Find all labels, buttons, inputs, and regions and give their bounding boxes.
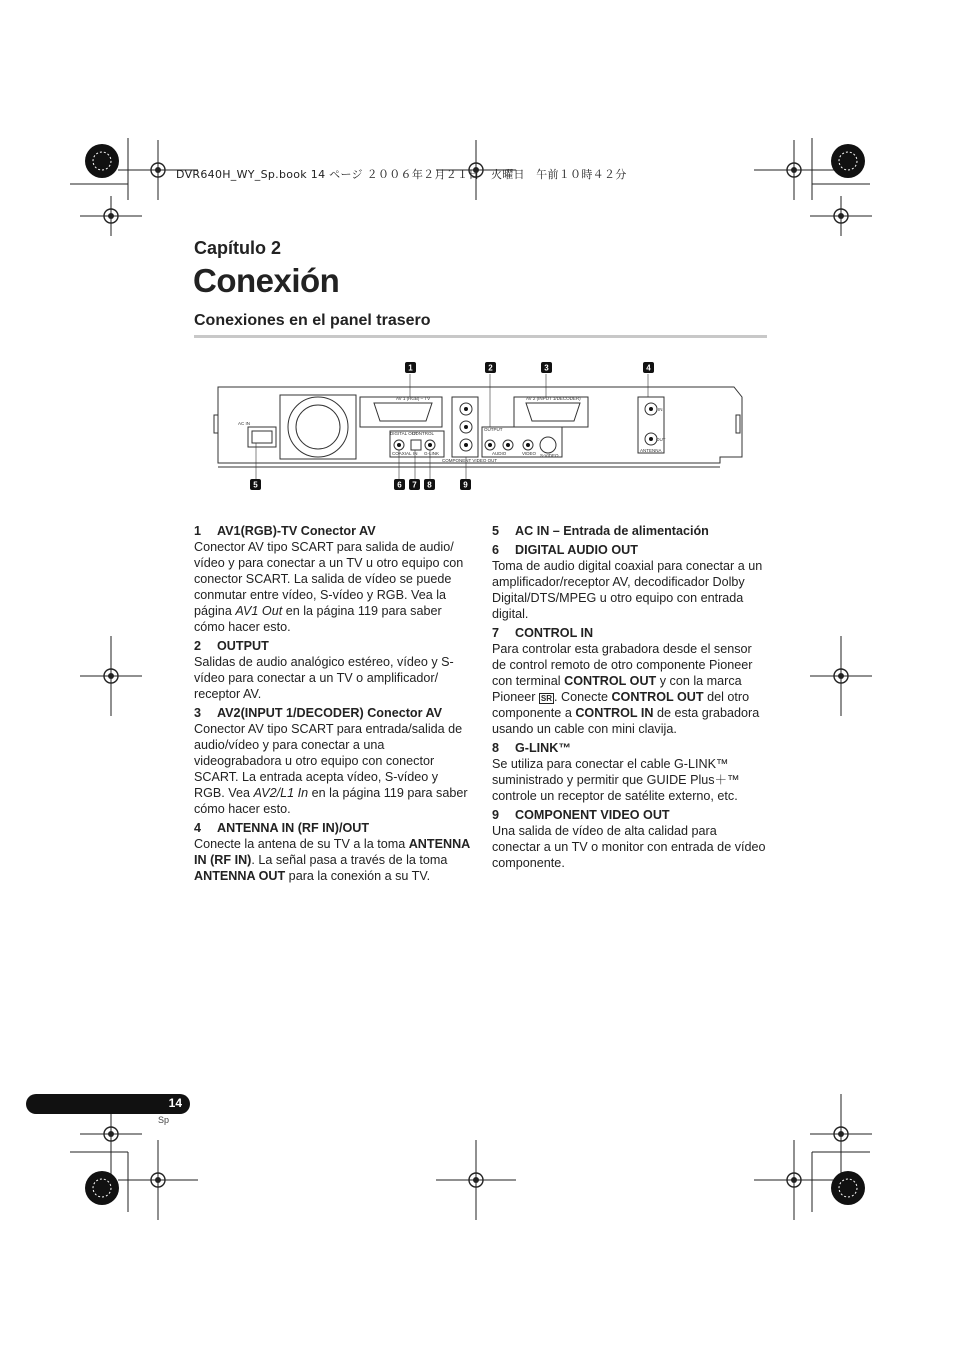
item-av2: 3 AV2(INPUT 1/DECODER) Conector AV Conector AV tipo SCART para entrada/salida de audio/vídeo y para conectar a una videograbadora u otro equipo con conector SCART. La entrada acepta vídeo, S-vídeo y RGB. Vea AV2/L1 In en la página 119 para saber cómo hacer esto. bbox=[194, 706, 468, 816]
left-column bbox=[194, 523, 470, 887]
label-video: VIDEO bbox=[522, 451, 537, 456]
chapter-label: Capítulo 2 bbox=[194, 238, 282, 258]
item-glink: 8 G-LINK™ Se utiliza para conectar el cable G-LINK™ suministrado y permitir que GUIDE Plus＋™ controle un receptor de satélite externo, etc. bbox=[492, 741, 740, 803]
callout-9: 9 bbox=[463, 480, 468, 490]
rear-panel-diagram bbox=[210, 355, 750, 495]
right-column bbox=[492, 523, 768, 874]
callout-1: 1 bbox=[408, 363, 413, 373]
page-language: Sp bbox=[158, 1115, 170, 1125]
label-rf-out: OUT bbox=[656, 437, 666, 442]
callout-7: 7 bbox=[412, 480, 417, 490]
item-antenna: 4 ANTENNA IN (RF IN)/OUT Conecte la antena de su TV a la toma ANTENNA IN (RF IN). La señal pasa a través de la toma ANTENNA OUT para la conexión a su TV. bbox=[194, 821, 470, 883]
label-rf-in: IN bbox=[658, 407, 663, 412]
item-ac-in: 5 AC IN – Entrada de alimentación bbox=[492, 524, 709, 538]
section-title: Conexiones en el panel trasero bbox=[194, 312, 431, 329]
callout-3: 3 bbox=[544, 363, 549, 373]
label-svideo: S-VIDEO bbox=[540, 453, 559, 458]
callout-4: 4 bbox=[646, 363, 651, 373]
label-av2: AV 2 (INPUT 1/DECODER) bbox=[526, 396, 581, 401]
label-digital-out: DIGITAL OUT bbox=[390, 431, 418, 436]
label-glink: G-LINK bbox=[424, 451, 440, 456]
label-control-in: IN bbox=[413, 451, 418, 456]
label-coaxial: COAXIAL bbox=[392, 451, 412, 456]
callout-6: 6 bbox=[397, 480, 402, 490]
label-output: OUTPUT bbox=[484, 427, 503, 432]
section-divider bbox=[194, 335, 767, 338]
label-antenna: ANTENNA bbox=[640, 448, 662, 453]
page-title: Conexión bbox=[193, 262, 340, 299]
item-av1: 1 AV1(RGB)-TV Conector AV Conector AV tipo SCART para salida de audio/ vídeo y para conectar a un TV u otro equipo con conector SCART. La salida de vídeo se puede conmutar entre vídeo, S-vídeo y RGB. Vea la página AV1 Out en la página 119 para saber cómo hacer esto. bbox=[194, 524, 464, 634]
item-digital-audio-out: 6 DIGITAL AUDIO OUT Toma de audio digital coaxial para conectar a un amplificador/receptor AV, decodificador Dolby Digital/DTS/MPEG u otro equipo con entrada digital. bbox=[492, 543, 763, 621]
label-component: COMPONENT VIDEO OUT bbox=[442, 458, 498, 463]
item-control-in: 7 CONTROL IN Para controlar esta grabadora desde el sensor de control remoto de otro componente Pioneer con terminal CONTROL OUT y con la marca Pioneer SR . Conecte CONTROL OUT del otro componente a CONTROL IN de esta grabadora usando un cable con mini clavija. bbox=[492, 626, 760, 736]
label-ac-in: AC IN bbox=[238, 421, 251, 426]
label-audio: AUDIO bbox=[492, 451, 507, 456]
label-control: CONTROL bbox=[412, 431, 435, 436]
item-output: 2 OUTPUT Salidas de audio analógico estéreo, vídeo y S-vídeo para conectar a un TV o amplificador/ receptor AV. bbox=[194, 639, 454, 701]
item-component-video-out: 9 COMPONENT VIDEO OUT Una salida de vídeo de alta calidad para conectar a un TV o monitor con entrada de vídeo componente. bbox=[492, 808, 766, 870]
label-av1: AV 1 (RGB) – TV bbox=[396, 396, 431, 401]
file-info-header: DVR640H_WY_Sp.book 14 ページ ２００６年２月２１日 火曜日 午前１０時４２分 bbox=[176, 168, 627, 181]
sr-mark-icon: SR bbox=[540, 694, 553, 703]
callout-8: 8 bbox=[427, 480, 432, 490]
page-number: 14 bbox=[168, 1096, 182, 1110]
callout-5: 5 bbox=[253, 480, 258, 490]
callout-2: 2 bbox=[488, 363, 493, 373]
